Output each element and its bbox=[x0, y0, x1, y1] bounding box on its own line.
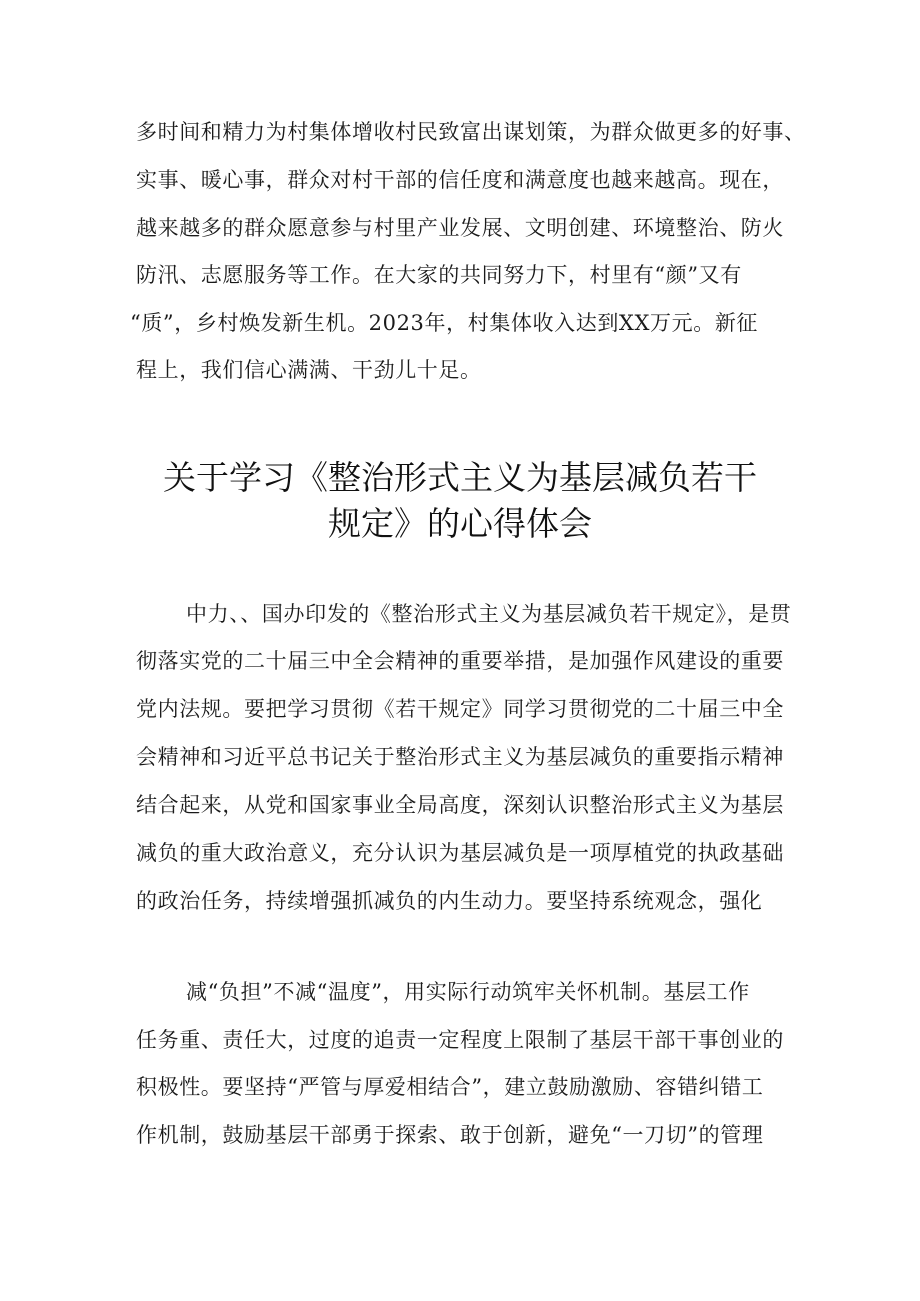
text-line: 减“负担”不减“温度”，用实际行动筑牢关怀机制。基层工作 bbox=[186, 980, 750, 1004]
text-line: 程上，我们信心满满、干劲儿十足。 bbox=[136, 358, 482, 382]
text-line: 多时间和精力为村集体增收村民致富出谋划策，为群众做更多的好事、 bbox=[136, 120, 806, 144]
text-line: 实事、暖心事，群众对村干部的信任度和满意度也越来越高。现在， bbox=[136, 168, 784, 192]
text-line: 结合起来，从党和国家事业全局高度，深刻认识整治形式主义为基层 bbox=[136, 793, 784, 817]
text-line: 作机制，鼓励基层干部勇于探索、敢于创新，避免“一刀切”的管理 bbox=[136, 1123, 764, 1147]
text-line: 彻落实党的二十届三中全会精神的重要举措，是加强作风建设的重要 bbox=[136, 649, 784, 673]
text-line: 减负的重大政治意义，充分认识为基层减负是一项厚植党的执政基础 bbox=[136, 841, 784, 865]
text-line: 的政治任务，持续增强抓减负的内生动力。要坚持系统观念，强化 bbox=[136, 889, 763, 913]
text-line: 任务重、责任大，过度的追责一定程度上限制了基层干部干事创业的 bbox=[136, 1028, 784, 1052]
text-line: 会精神和习近平总书记关于整治形式主义为基层减负的重要指示精神 bbox=[136, 745, 784, 769]
text-line: 党内法规。要把学习贯彻《若干规定》同学习贯彻党的二十届三中全 bbox=[136, 697, 784, 721]
title-line-2: 规定》的心得体会 bbox=[328, 504, 592, 543]
text-line: 防汛、志愿服务等工作。在大家的共同努力下，村里有“颜”又有 bbox=[136, 263, 742, 287]
text-line: 积极性。要坚持“严管与厚爱相结合”，建立鼓励激励、容错纠错工 bbox=[136, 1075, 764, 1099]
text-line: “质”，乡村焕发新生机。2023年，村集体收入达到XX万元。新征 bbox=[130, 311, 759, 335]
text-line: 中力、、国办印发的《整治形式主义为基层减负若干规定》，是贯 bbox=[186, 602, 792, 626]
title-line-1: 关于学习《整治形式主义为基层减负若干 bbox=[163, 458, 757, 497]
text-line: 越来越多的群众愿意参与村里产业发展、文明创建、环境整治、防火 bbox=[136, 216, 784, 240]
